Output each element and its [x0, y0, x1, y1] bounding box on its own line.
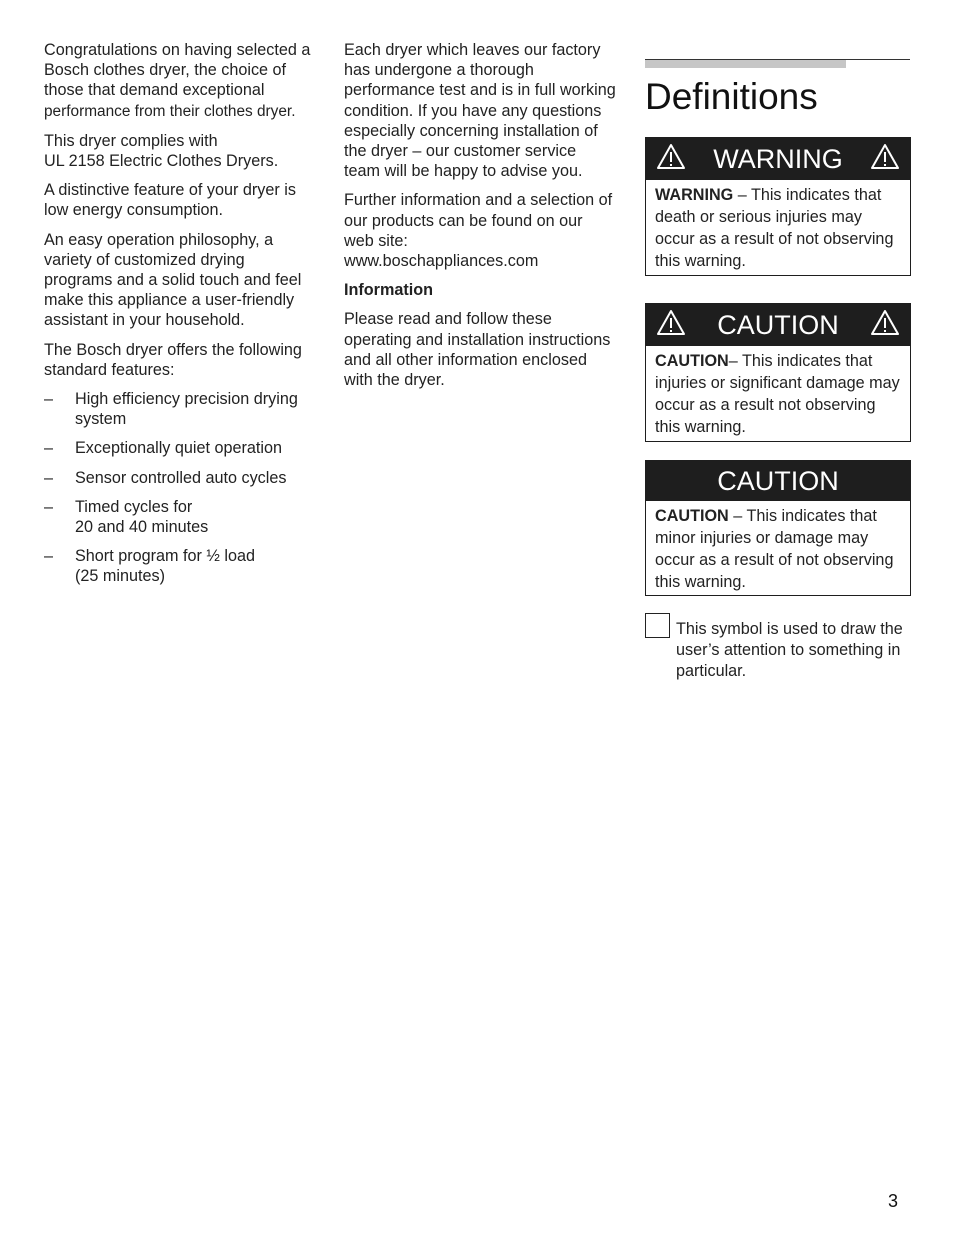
list-dash: –: [44, 547, 54, 566]
caution-box-header: [646, 304, 910, 346]
feature-item: [44, 497, 316, 537]
feature-text-line1: Timed cycles for: [75, 497, 193, 516]
intro-text-small: performance from their clothes dryer.: [44, 102, 296, 120]
warning-lead: WARNING: [655, 186, 734, 204]
feature-item: [44, 468, 316, 488]
warning-box: [645, 137, 911, 276]
warning-triangle-icon: [870, 143, 900, 171]
web-paragraph: [344, 190, 616, 271]
caution-lead: CAUTION: [655, 352, 729, 370]
intro-text: Congratulations on having selected a Bosch clothes dryer, the choice of those that demand exceptional: [44, 41, 311, 100]
feature-text: Exceptionally quiet operation: [75, 439, 282, 458]
header-rule-bar: [645, 60, 846, 68]
warning-box-header: [646, 138, 910, 180]
caution-plain-box: [645, 460, 911, 596]
list-dash: –: [44, 439, 54, 458]
caution-text: – This indicates that injuries or significant damage may occur as a result not observing this warning.: [655, 352, 900, 436]
energy-paragraph: A distinctive feature of your dryer is low energy consumption.: [44, 181, 296, 220]
features-list: [44, 389, 316, 587]
ul-compliance-line1: This dryer complies with: [44, 131, 218, 150]
web-intro: Further information and a selection of our products can be found on our web site:: [344, 191, 613, 250]
caution-box: [645, 303, 911, 442]
ul-compliance-line2: UL 2158 Electric Clothes Dryers.: [44, 152, 279, 171]
web-url: www.boschappliances.com: [344, 252, 539, 271]
caution-box-body: [646, 346, 910, 443]
page-number: 3: [888, 1191, 899, 1211]
attention-square-icon: [645, 613, 670, 638]
intro-paragraph: [44, 40, 316, 122]
list-dash: –: [44, 468, 54, 487]
feature-item: [44, 389, 316, 429]
feature-text-line2: (25 minutes): [75, 567, 165, 586]
feature-text-line2: 20 and 40 minutes: [75, 518, 209, 537]
caution-box-label: CAUTION: [717, 310, 839, 340]
warning-box-label: WARNING: [713, 144, 843, 174]
warning-text: – This indicates that death or serious injuries may occur as a result of not observing this warning.: [655, 186, 894, 270]
warning-triangle-icon: [656, 143, 686, 171]
warning-triangle-icon: [870, 309, 900, 337]
definitions-title: Definitions: [645, 76, 818, 117]
feature-item: [44, 546, 316, 586]
warning-box-body: [646, 180, 910, 277]
symbol-description: This symbol is used to draw the user’s attention to something in particular.: [676, 620, 903, 680]
caution-plain-box-header: [646, 461, 910, 501]
feature-text: High efficiency precision drying system: [75, 390, 298, 429]
warning-triangle-icon: [656, 309, 686, 337]
caution-plain-lead: CAUTION: [655, 507, 729, 525]
information-paragraph: Please read and follow these operating and installation instructions and all other information enclosed with the dryer.: [344, 310, 611, 390]
philosophy-paragraph: An easy operation philosophy, a variety of customized drying programs and a solid touch and feel make this appliance a user-friendly assistant in your household.: [44, 230, 302, 330]
info-column: [344, 40, 616, 399]
features-intro: The Bosch dryer offers the following standard features:: [44, 340, 302, 379]
feature-text: Sensor controlled auto cycles: [75, 468, 287, 487]
caution-plain-box-label: CAUTION: [717, 466, 839, 496]
feature-text-line1: Short program for ½ load: [75, 547, 255, 566]
factory-paragraph: Each dryer which leaves our factory has undergone a thorough performance test and is in full working condition. If you have any questions especially concerning installation of the dryer – our customer service team will be happy to advise you.: [344, 41, 616, 181]
feature-item: [44, 438, 316, 458]
intro-column: [44, 40, 316, 596]
ul-compliance-paragraph: [44, 131, 316, 171]
caution-plain-box-body: [646, 501, 910, 598]
list-dash: –: [44, 390, 54, 409]
caution-plain-text: – This indicates that minor injuries or damage may occur as a result of not observing this warning.: [655, 507, 894, 591]
list-dash: –: [44, 497, 54, 516]
information-heading: Information: [344, 281, 434, 300]
